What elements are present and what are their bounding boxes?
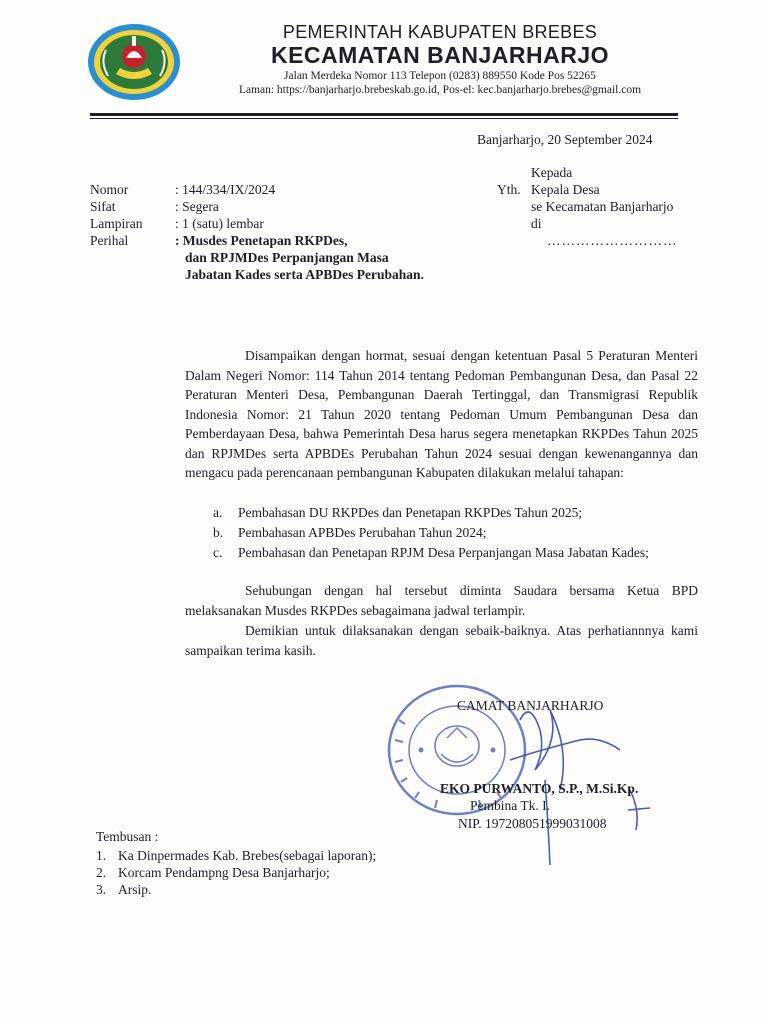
body-paragraph-2: Sehubungan dengan hal tersebut diminta Saudara bersama Ketua BPD melaksanakan Musdes RKPDes sebagaimana jadwal terlampir. bbox=[185, 583, 698, 618]
place-date: Banjarharjo, 20 September 2024 bbox=[477, 132, 653, 147]
header-rule-thick bbox=[90, 113, 678, 116]
field-value-sifat: : Segera bbox=[175, 199, 219, 214]
copy-item-number: 2. bbox=[96, 865, 107, 880]
field-label-nomor: Nomor bbox=[90, 182, 129, 197]
body-paragraph-3: Demikian untuk dilaksanakan dengan sebaik-baiknya. Atas perhatiannnya kami sampaikan terima kasih. bbox=[185, 623, 698, 658]
signatory-name: EKO PURWANTO, S.P., M.Si.Kp. bbox=[440, 781, 639, 796]
signatory-title: CAMAT BANJARHARJO bbox=[457, 698, 604, 713]
office-heading: KECAMATAN BANJARHARJO bbox=[270, 42, 610, 68]
list-item-mark: a. bbox=[213, 505, 223, 520]
office-address: Jalan Merdeka Nomor 113 Telepon (0283) 889550 Kode Pos 52265 bbox=[284, 70, 596, 82]
regency-logo-icon bbox=[86, 22, 182, 102]
list-item-text: Pembahasan dan Penetapan RPJM Desa Perpanjangan Masa Jabatan Kades; bbox=[238, 545, 649, 560]
list-item-mark: c. bbox=[213, 545, 223, 560]
perihal-line-3: Jabatan Kades serta APBDes Perubahan. bbox=[185, 267, 424, 282]
field-value-lampiran: : 1 (satu) lembar bbox=[175, 216, 264, 231]
field-label-lampiran: Lampiran bbox=[90, 216, 143, 231]
recipient-line-1: Kepala Desa bbox=[531, 182, 600, 197]
signatory-rank: Pembina Tk. I. bbox=[470, 798, 550, 813]
recipient-yth: Yth. bbox=[497, 182, 521, 197]
copy-item-text: Korcam Pendampng Desa Banjarharjo; bbox=[118, 865, 330, 880]
recipient-dots: ……………………… bbox=[547, 233, 678, 248]
header-rule-thin bbox=[90, 118, 678, 119]
signatory-nip: NIP. 197208051999031008 bbox=[458, 816, 607, 831]
government-heading: PEMERINTAH KABUPATEN BREBES bbox=[282, 22, 598, 42]
list-item-text: Pembahasan DU RKPDes dan Penetapan RKPDes Tahun 2025; bbox=[238, 505, 583, 520]
copy-item-number: 1. bbox=[96, 848, 107, 863]
recipient-to: Kepada bbox=[531, 165, 573, 180]
field-value-perihal: : Musdes Penetapan RKPDes, bbox=[175, 233, 348, 248]
copy-item-text: Ka Dinpermades Kab. Brebes(sebagai laporan); bbox=[118, 848, 377, 863]
copy-item-number: 3. bbox=[96, 882, 107, 897]
list-item-text: Pembahasan APBDes Perubahan Tahun 2024; bbox=[238, 525, 487, 540]
recipient-line-2: se Kecamatan Banjarharjo bbox=[531, 199, 674, 214]
perihal-line-2: dan RPJMDes Perpanjangan Masa bbox=[185, 250, 389, 265]
field-label-perihal: Perihal bbox=[90, 233, 129, 248]
body-paragraph-1: Disampaikan dengan hormat, sesuai dengan ketentuan Pasal 5 Peraturan Menteri Dalam Negeri Nomor: 114 Tahun 2014 tentang Pedoman Pembangunan Desa, dan Pasal 22 Peraturan Menteri Desa, Pembangunan Daerah Tertinggal, dan Transmigrasi Republik Indonesia Nomor: 21 Tahun 2020 tentang Pedoman Umum Pembangunan Desa dan Pemberdayaan Desa, bahwa Pemerintah Desa harus segera menetapkan RKPDes Tahun 2025 dan RPJMDes serta APBDEs Perubahan Tahun 2024 sesuai dengan kewenangannya dan mengacu pada perencanaan pembangunan Kabupaten dilakukan melalui tahapan: bbox=[185, 348, 698, 480]
handwritten-signature-icon bbox=[500, 690, 660, 870]
copy-item-text: Arsip. bbox=[118, 882, 152, 897]
field-value-nomor: : 144/334/IX/2024 bbox=[175, 182, 276, 197]
list-item-mark: b. bbox=[213, 525, 224, 540]
recipient-line-3: di bbox=[531, 216, 542, 231]
field-label-sifat: Sifat bbox=[90, 199, 116, 214]
office-website: Laman: https://banjarharjo.brebeskab.go.id, Pos-el: kec.banjarharjo.brebes@gmail.com bbox=[238, 84, 642, 96]
copies-heading: Tembusan : bbox=[96, 829, 159, 844]
